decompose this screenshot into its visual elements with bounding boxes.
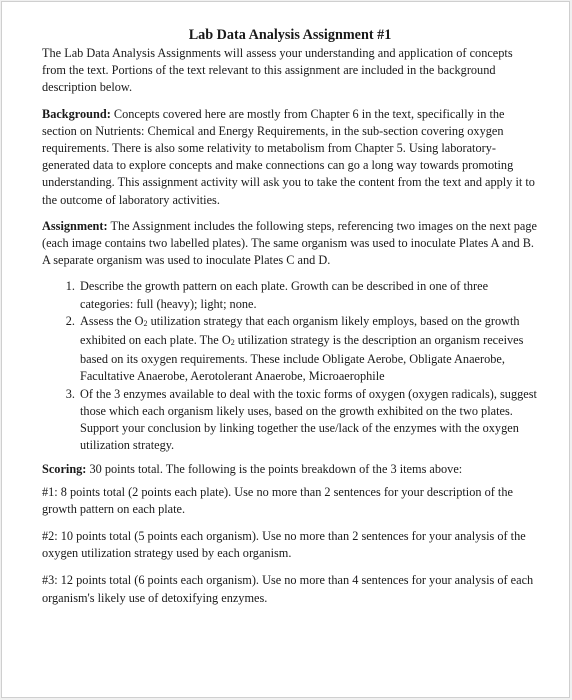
step-2-text-c: utilization strategy is the description an organism receives based on its oxygen requirements. These include Obligate Aerobe, Obligate Anaerobe, Facultative Anaerobe, Aerotolerant Anaerobe, Microaerophile	[80, 333, 524, 384]
background-label: Background:	[42, 106, 111, 121]
points-item-2: #2: 10 points total (5 points each organism). Use no more than 2 sentences for your analysis of the oxygen utilization strategy used by each organism.	[42, 529, 526, 561]
steps-list	[42, 278, 538, 454]
scoring-paragraph	[42, 461, 538, 478]
scoring-label: Scoring:	[42, 462, 87, 477]
step-2-text-b: utilization strategy that each organism likely employs, based on the growth exhibited on each plate. The O	[80, 313, 520, 348]
intro-paragraph: The Lab Data Analysis Assignments will assess your understanding and application of concepts from the text. Portions of the text relevant to this assignment are included in the background description below.	[42, 46, 513, 95]
background-paragraph	[42, 106, 538, 209]
assignment-paragraph	[42, 218, 538, 270]
document-page	[1, 1, 570, 698]
assignment-label: Assignment:	[42, 218, 108, 233]
points-item-3: #3: 12 points total (6 points each organism). Use no more than 4 sentences for your analysis of each organism's likely use of detoxifying enzymes.	[42, 573, 534, 605]
step-item-1: 1. Describe the growth pattern on each plate. Growth can be described in one of three categories: full (heavy); light; none.	[78, 278, 538, 312]
document-title: Lab Data Analysis Assignment #1	[188, 27, 392, 43]
step-2-subscript-2: 2	[230, 338, 235, 348]
assignment-text: The Assignment includes the following steps, referencing two images on the next page (each image contains two labelled plates). The same organism was used to inoculate Plates A and B. A separate organism was used to inoculate Plates C and D.	[42, 218, 537, 268]
points-item-1: #1: 8 points total (2 points each plate). Use no more than 2 sentences for your description of the growth pattern on each plate.	[42, 484, 513, 516]
scoring-text: 30 points total. The following is the points breakdown of the 3 items above:	[86, 462, 463, 477]
step-2-text-a: Assess the O	[80, 313, 144, 328]
step-2-subscript-1: 2	[143, 318, 148, 328]
background-text: Concepts covered here are mostly from Chapter 6 in the text, specifically in the section on Nutrients: Chemical and Energy Requirements, in the sub-section covering oxygen requirements. There is also some relativity to metabolism from Chapter 5. Using laboratory-generated data to explore concepts and make connections can go a long way towards promoting understanding. This assignment activity will ask you to take the content from the text and apply it to the outcome of laboratory activities.	[42, 106, 535, 207]
step-item-3: 3. Of the 3 enzymes available to deal with the toxic forms of oxygen (oxygen radicals), suggest those which each organism likely uses, based on the growth exhibited on the two plates. Support your conclusion by linking together the use/lack of the enzymes with the oxygen utilization strategy.	[78, 386, 538, 455]
step-item-2	[78, 313, 538, 386]
document-content	[42, 26, 538, 617]
